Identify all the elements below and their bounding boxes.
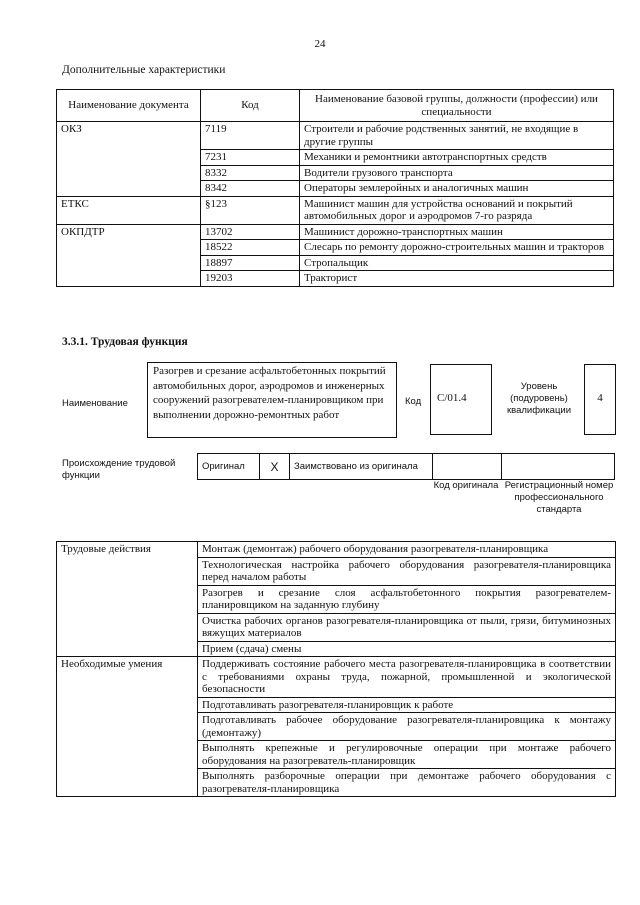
qualification-level-value: 4 [584, 364, 616, 435]
document-cell: ОКЗ [57, 122, 201, 150]
code-cell: §123 [201, 196, 300, 224]
category-cell [57, 769, 198, 797]
function-name-value: Разогрев и срезание асфальтобетонных покрытий автомобильных дорог, аэродромов и инженерных сооружений разогревателем-планировщиком при выполнении дорожно-ремонтных работ [147, 362, 397, 438]
document-cell [57, 240, 201, 256]
table-row [57, 240, 614, 256]
table-row [57, 713, 616, 741]
labor-action-item: Прием (сдача) смены [198, 641, 616, 657]
function-origin-label: Происхождение трудовой функции [62, 458, 176, 481]
table-row [57, 613, 616, 641]
table-row [57, 697, 616, 713]
code-cell: 18522 [201, 240, 300, 256]
category-cell [57, 613, 198, 641]
function-origin-table [197, 453, 615, 480]
document-cell [57, 255, 201, 271]
origin-code-cell [433, 454, 502, 480]
original-mark: X [260, 454, 290, 480]
additional-characteristics-table [56, 89, 614, 287]
code-cell: 8332 [201, 165, 300, 181]
code-cell: 7231 [201, 150, 300, 166]
table-row [57, 271, 614, 287]
category-cell [57, 641, 198, 657]
original-label: Оригинал [198, 454, 260, 480]
table-row [57, 641, 616, 657]
code-cell: 19203 [201, 271, 300, 287]
labor-action-item: Разогрев и срезание слоя асфальтобетонного покрытия разогревателем-планировщиком на заданную глубину [198, 585, 616, 613]
document-cell: ОКПДТР [57, 224, 201, 240]
table-row [57, 165, 614, 181]
name-cell: Машинист дорожно-транспортных машин [300, 224, 614, 240]
table-row [57, 542, 616, 558]
table-row [57, 196, 614, 224]
category-cell [57, 741, 198, 769]
header-code: Код [201, 90, 300, 122]
labor-action-item: Очистка рабочих органов разогревателя-планировщика от пыли, грязи, битуминозных вяжущих материалов [198, 613, 616, 641]
required-skills-label: Необходимые умения [57, 657, 198, 698]
name-cell: Слесарь по ремонту дорожно-строительных машин и тракторов [300, 240, 614, 256]
table-row [57, 769, 616, 797]
function-name-label: Наименование [62, 398, 128, 409]
table-row [57, 585, 616, 613]
document-cell [57, 165, 201, 181]
table-row [57, 224, 614, 240]
document-cell [57, 150, 201, 166]
code-cell: 18897 [201, 255, 300, 271]
category-cell [57, 557, 198, 585]
table-row [57, 741, 616, 769]
document-cell [57, 271, 201, 287]
name-cell: Строители и рабочие родственных занятий, не входящие в другие группы [300, 122, 614, 150]
page-number: 24 [314, 38, 326, 50]
category-cell [57, 713, 198, 741]
name-cell: Тракторист [300, 271, 614, 287]
table-row [57, 181, 614, 197]
labor-actions-label: Трудовые действия [57, 542, 198, 558]
code-cell: 8342 [201, 181, 300, 197]
name-cell: Водители грузового транспорта [300, 165, 614, 181]
document-cell: ЕТКС [57, 196, 201, 224]
skill-item: Выполнять разборочные операции при демонтаже рабочего оборудования с разогревателя-планировщика [198, 769, 616, 797]
origin-code-caption: Код оригинала [433, 480, 499, 491]
name-cell: Машинист машин для устройства оснований и покрытий автомобильных дорог и аэродромов 7-го разряда [300, 196, 614, 224]
labor-actions-skills-table [56, 541, 616, 797]
labor-action-item: Технологическая настройка рабочего оборудования разогревателя-планировщика перед началом работы [198, 557, 616, 585]
name-cell: Механики и ремонтники автотранспортных средств [300, 150, 614, 166]
registration-number-cell [502, 454, 615, 480]
document-cell [57, 181, 201, 197]
name-cell: Операторы землеройных и аналогичных машин [300, 181, 614, 197]
function-code-label: Код [405, 396, 422, 407]
skill-item: Подготавливать рабочее оборудование разогревателя-планировщика к монтажу (демонтажу) [198, 713, 616, 741]
table-row [57, 122, 614, 150]
skill-item: Выполнять крепежные и регулировочные операции при монтаже рабочего оборудования на разогреватель-планировщик [198, 741, 616, 769]
registration-number-caption: Регистрационный номер профессионального стандарта [504, 480, 614, 515]
table-header-row [57, 90, 614, 122]
skill-item: Подготавливать разогревателя-планировщик к работе [198, 697, 616, 713]
function-code-value: С/01.4 [430, 364, 492, 435]
category-cell [57, 585, 198, 613]
labor-function-title: 3.3.1. Трудовая функция [62, 336, 188, 348]
borrowed-label: Заимствовано из оригинала [290, 454, 433, 480]
table-row [57, 657, 616, 698]
header-document: Наименование документа [57, 90, 201, 122]
qualification-level-label: Уровень (подуровень) квалификации [506, 381, 572, 416]
name-cell: Стропальщик [300, 255, 614, 271]
code-cell: 7119 [201, 122, 300, 150]
category-cell [57, 697, 198, 713]
code-cell: 13702 [201, 224, 300, 240]
table-row [57, 150, 614, 166]
labor-action-item: Монтаж (демонтаж) рабочего оборудования разогревателя-планировщика [198, 542, 616, 558]
additional-characteristics-heading: Дополнительные характеристики [62, 64, 226, 76]
skill-item: Поддерживать состояние рабочего места разогревателя-планировщика в соответствии с требованиями охраны труда, пожарной, промышленной и экологической безопасности [198, 657, 616, 698]
table-row [57, 557, 616, 585]
table-row [57, 255, 614, 271]
header-name: Наименование базовой группы, должности (профессии) или специальности [300, 90, 614, 122]
